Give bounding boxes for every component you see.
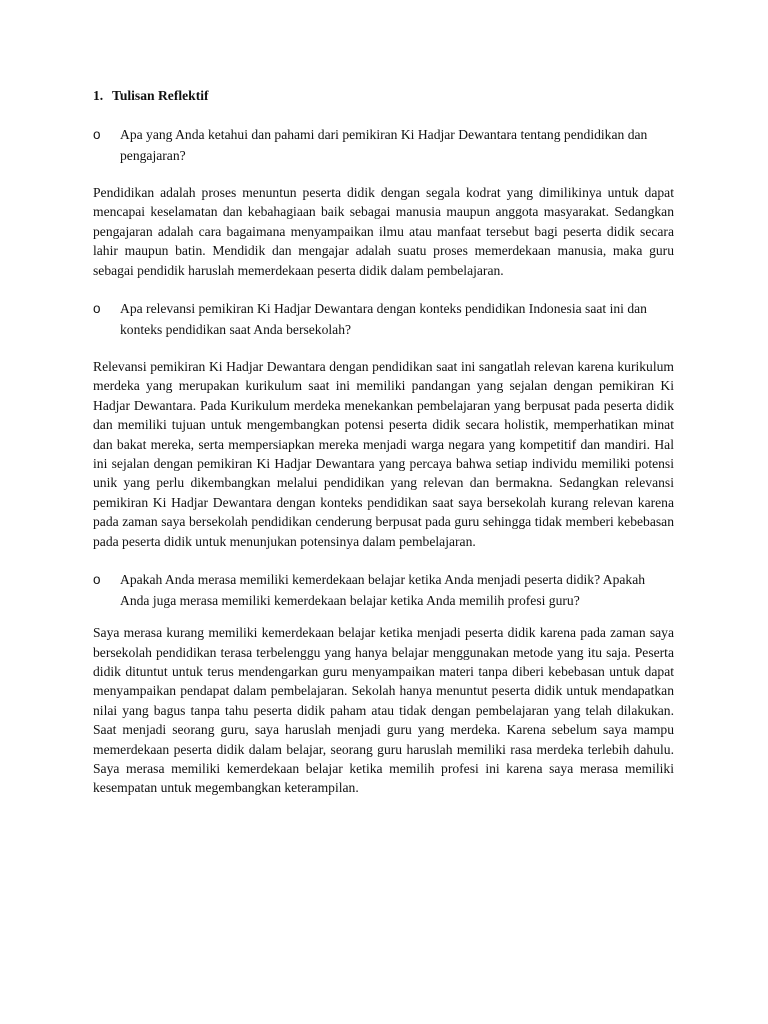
question-text: Apakah Anda merasa memiliki kemerdekaan belajar ketika Anda menjadi peserta didik? Apakah Anda juga merasa memiliki kemerdekaan belajar ketika Anda memilih profesi guru?: [120, 572, 646, 608]
section-heading: [93, 86, 674, 106]
question-item: [93, 570, 674, 611]
question-item: [93, 299, 674, 340]
document-body: [93, 86, 674, 798]
section-number: 1.: [93, 88, 104, 103]
bullet-circle-icon: o: [93, 301, 101, 317]
answer-paragraph: Pendidikan adalah proses menuntun peserta didik dengan segala kodrat yang dimilikinya untuk dapat mencapai keselamatan dan kebahagiaan baik sebagai manusia maupun anggota masyarakat. Sedangkan pengajaran adalah cara bagaimana menyampaikan ilmu atau manfaat tersebut bagi peserta didik secara lahir maupun batin. Mendidik dan mengajar adalah suatu proses memerdekaan manusia, maka guru sebagai pendidik haruslah memerdekaan peserta didik dalam pembelajaran.: [93, 185, 674, 278]
question-item: [93, 125, 674, 166]
bullet-circle-icon: o: [93, 572, 101, 588]
bullet-circle-icon: o: [93, 127, 101, 142]
section-title: Tulisan Reflektif: [112, 88, 209, 103]
answer-paragraph: Saya merasa kurang memiliki kemerdekaan belajar ketika menjadi peserta didik karena pada zaman saya bersekolah pendidikan terasa terbelenggu yang hanya belajar menggunakan metode yang itu saja. Peserta didik dituntut untuk terus mendengarkan guru menyampaikan materi tanpa diberi kebebasan untuk dapat menyampaikan pendapat dalam pembelajaran. Sekolah hanya menuntut peserta didik untuk mendapatkan nilai yang bagus tanpa tahu peserta didik paham atau tidak dengan pembelajaran yang telah dilakukan. Saat menjadi seorang guru, saya haruslah menjadi guru yang merdeka. Karena sebelum saya mampu memerdekaan peserta didik dalam belajar, seorang guru haruslah memiliki rasa merdeka terlebih dahulu. Saya merasa memiliki kemerdekaan belajar ketika memilih profesi ini karena saya merasa memiliki kesempatan untuk megembangkan keterampilan.: [93, 625, 674, 796]
answer-paragraph: Relevansi pemikiran Ki Hadjar Dewantara dengan pendidikan saat ini sangatlah relevan karena kurikulum merdeka yang merupakan kurikulum saat ini memiliki pandangan yang sejalan dengan pemikiran Ki Hadjar Dewantara. Pada Kurikulum merdeka menekankan pembelajaran yang berpusat pada peserta didik dan memiliki tujuan untuk mengembangkan potensi peserta didik secara holistik, memperhatikan minat dan bakat mereka, serta mempersiapkan mereka menjadi warga negara yang kompetitif dan mandiri. Hal ini sejalan dengan pemikiran Ki Hadjar Dewantara yang percaya bahwa setiap individu memiliki potensi unik yang perlu dikembangkan melalui pendidikan yang relevan dan bermakna. Sedangkan relevansi pemikiran Ki Hadjar Dewantara dengan konteks pendidikan saat saya bersekolah kurang relevan karena pada zaman saya bersekolah pendidikan cenderung berpusat pada guru sehingga tidak memberi kebebasan pada peserta didik untuk menunjukan potensinya dalam pembelajaran.: [93, 359, 674, 549]
question-text: Apa yang Anda ketahui dan pahami dari pemikiran Ki Hadjar Dewantara tentang pendidikan dan pengajaran?: [120, 127, 648, 163]
question-text: Apa relevansi pemikiran Ki Hadjar Dewantara dengan konteks pendidikan Indonesia saat ini dan konteks pendidikan saat Anda bersekolah?: [120, 301, 647, 337]
